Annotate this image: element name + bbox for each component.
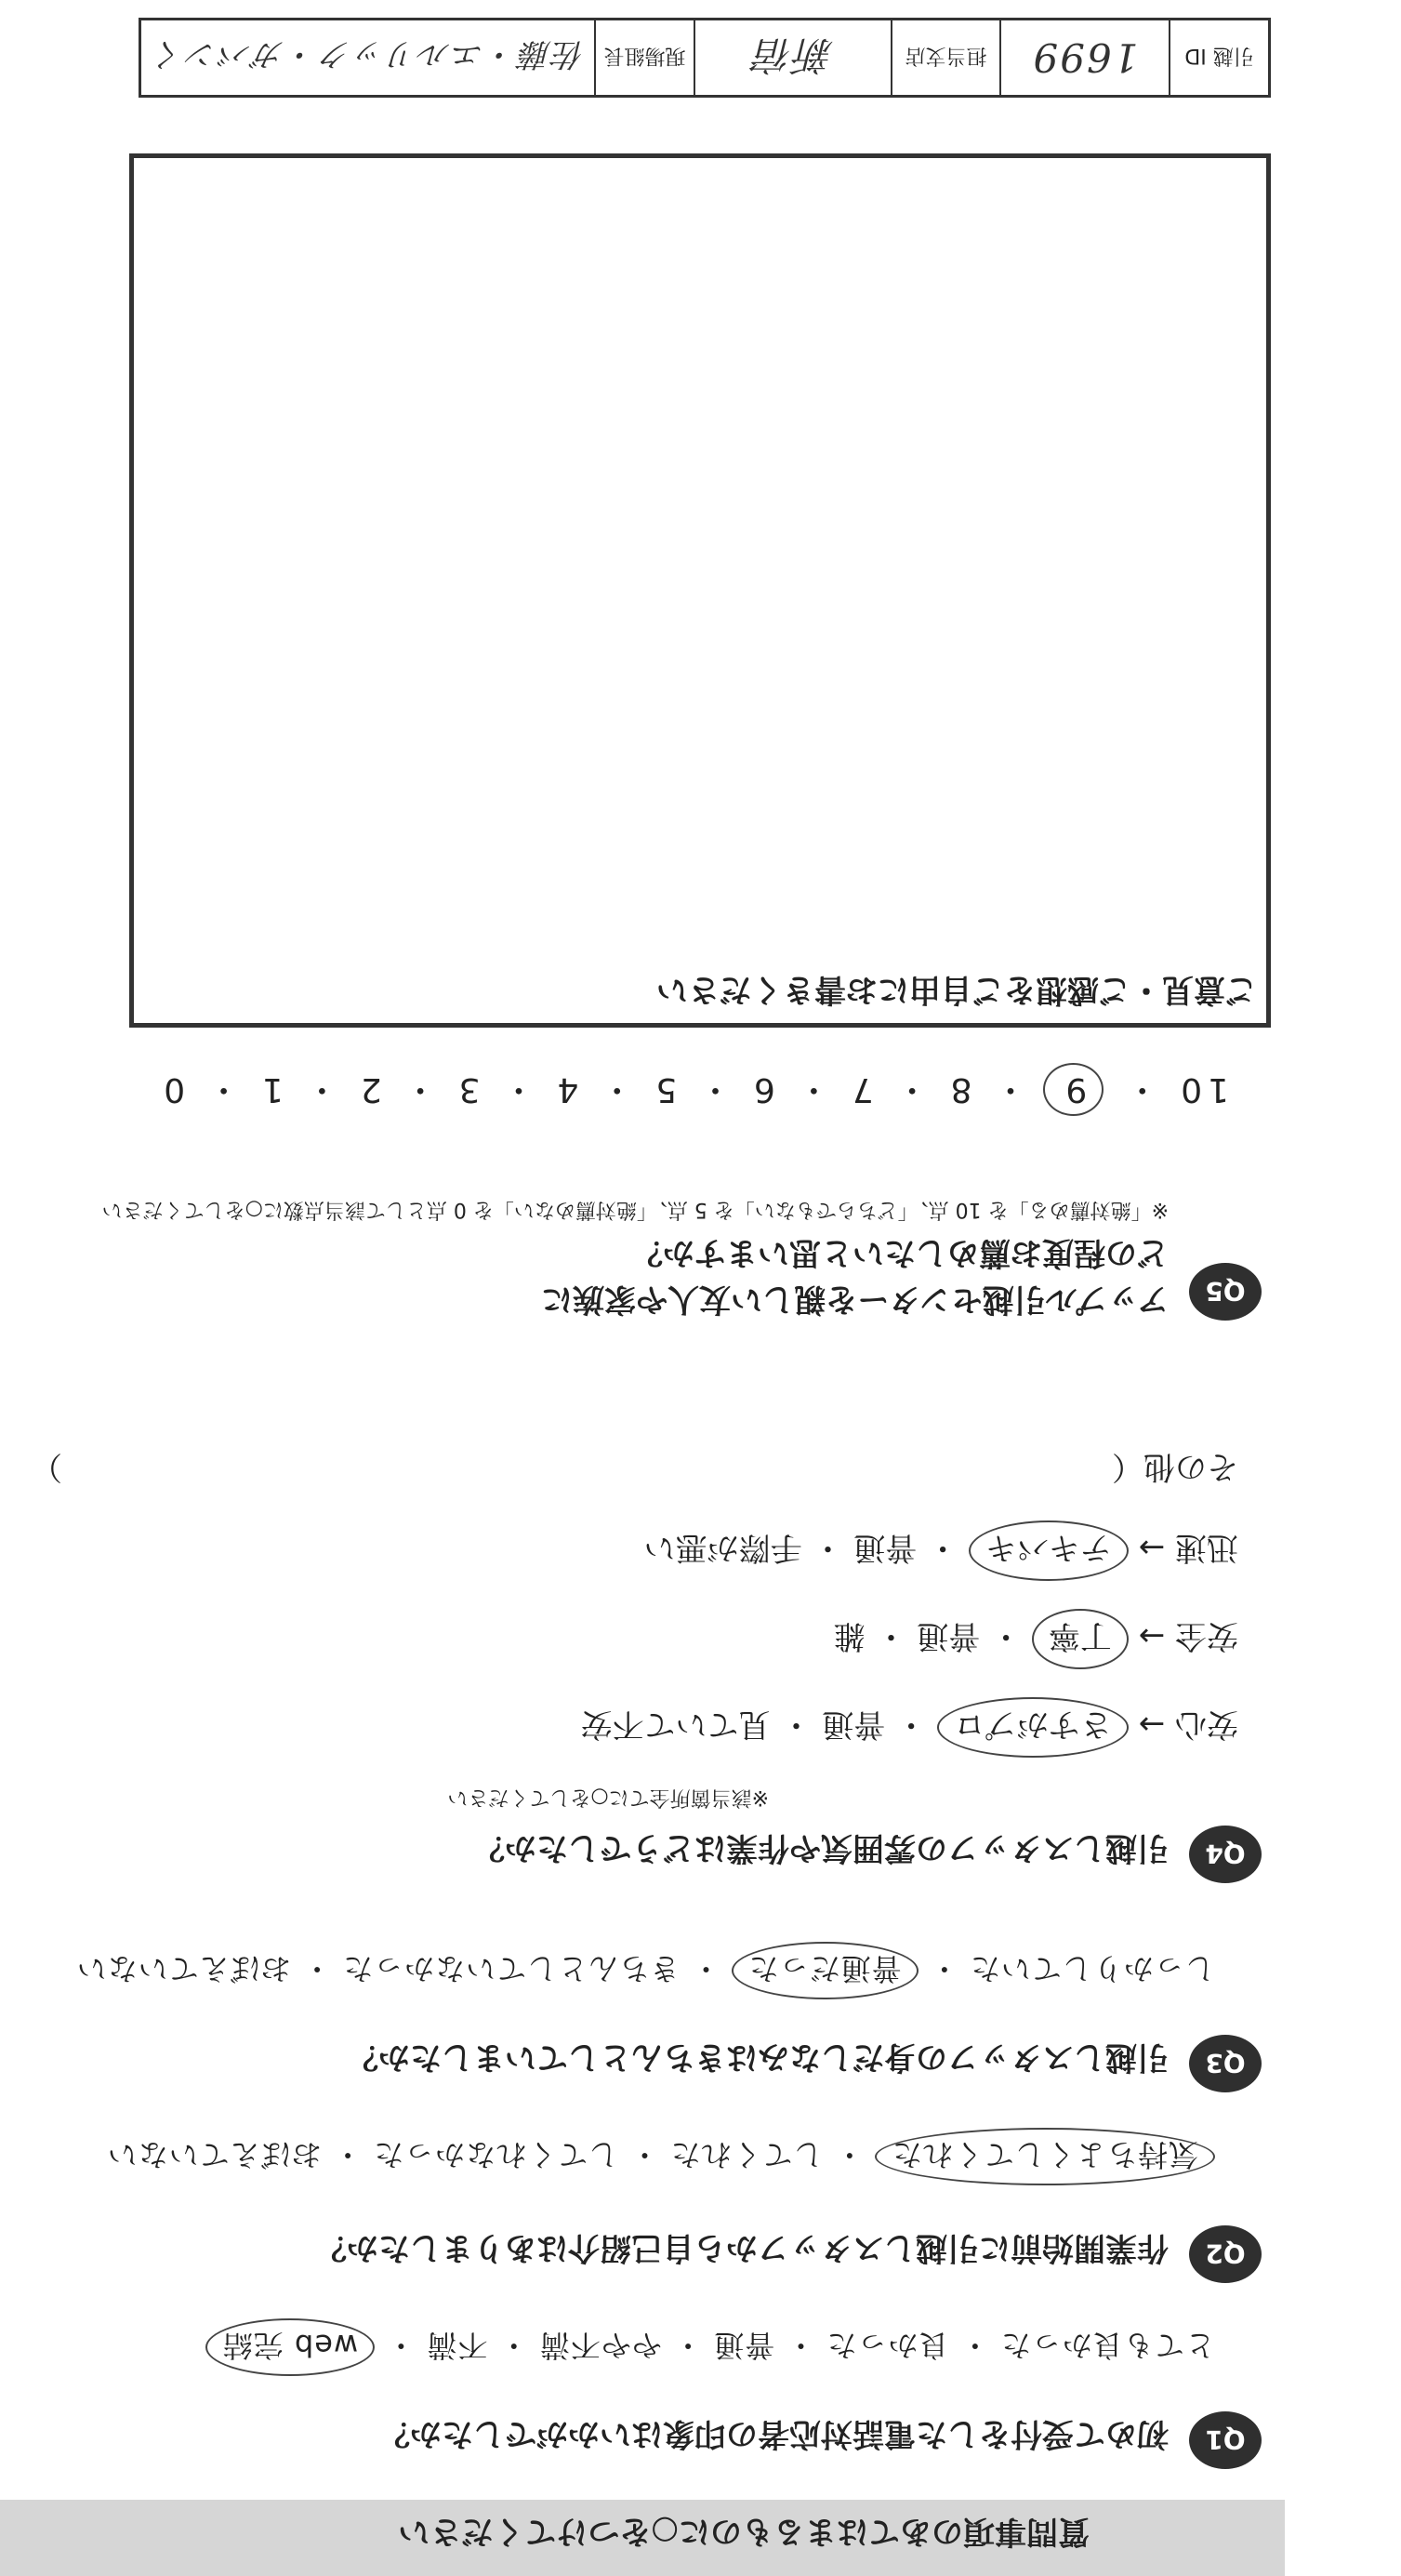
q3-option-selected[interactable]: 普通だった	[732, 1942, 919, 1999]
q5-score[interactable]: 7	[846, 1070, 874, 1109]
q1-options: とても良かった ・ 良かった ・ 普通 ・ やや不満 ・ 不満 ・ web 完結	[205, 2318, 1215, 2376]
q5-score[interactable]: 0	[158, 1070, 186, 1109]
q5-text-2: どの程度お薦めしたいと思いますか？	[631, 1234, 1169, 1271]
q5-score[interactable]: 2	[354, 1070, 382, 1109]
q1-option[interactable]: 普通	[713, 2328, 775, 2363]
q2-text: 作業開始前に引越しスタッフから自己紹介はありましたか？	[315, 2229, 1169, 2266]
q4-row-label: 迅速	[1175, 1529, 1238, 1566]
comment-box[interactable]	[129, 153, 1271, 1028]
q2-options: 気持ちよくしてくれた ・ してくれた ・ してくれなかった ・ おぼえていない	[107, 2128, 1215, 2185]
q4-option[interactable]: 普通	[917, 1617, 981, 1654]
q4-row-label: 安心	[1175, 1706, 1238, 1743]
q5-score[interactable]: 10	[1175, 1070, 1229, 1109]
arrow-icon: →	[1138, 1529, 1166, 1566]
q4-option[interactable]: 普通	[853, 1529, 918, 1566]
q3-options: しっかりしていた ・ 普通だった ・ きちんとしていなかった ・ おぼえていない	[76, 1942, 1215, 1999]
q3-option[interactable]: しっかりしていた	[969, 1951, 1215, 1986]
arrow-icon: →	[1138, 1706, 1166, 1743]
q5-score[interactable]: 4	[551, 1070, 579, 1109]
arrow-icon: →	[1138, 1617, 1166, 1654]
q4-option-selected[interactable]: 丁寧	[1032, 1609, 1129, 1669]
q2-option[interactable]: してくれなかった	[373, 2137, 619, 2172]
id-label: 引越 ID	[1169, 20, 1268, 95]
q1-option[interactable]: 不満	[426, 2328, 488, 2363]
q4-row-anzen: 安全 → 丁寧 ・ 普通 ・ 雑	[834, 1609, 1238, 1669]
q5-score[interactable]: 8	[945, 1070, 972, 1109]
q3-option[interactable]: きちんとしていなかった	[342, 1951, 681, 1986]
comment-title: ご意見・ご感想をご自由にお書きください	[656, 971, 1257, 1008]
q4-option[interactable]: 見ていて不安	[580, 1706, 771, 1743]
q5-score[interactable]: 6	[748, 1070, 775, 1109]
q4-text: 引越しスタッフの雰囲気や作業はどうでしたか？	[473, 1829, 1169, 1866]
instruction-band	[0, 2500, 1285, 2576]
q5-scale: 10 ・ 9 ・ 8 ・ 7 ・ 6 ・ 5 ・ 4 ・ 3 ・ 2 ・ 1 ・ 0	[158, 1063, 1229, 1116]
leader-label: 現場組長	[594, 20, 694, 95]
q5-score[interactable]: 5	[650, 1070, 678, 1109]
leader-value: 佐藤・エルリック・ガバンく	[151, 35, 585, 73]
q1-option[interactable]: 良かった	[826, 2328, 949, 2363]
q4-row-jinsoku: 迅速 → テキパキ ・ 普通 ・ 手際が悪い	[644, 1520, 1238, 1581]
q4-option[interactable]: 手際が悪い	[643, 1529, 802, 1566]
q3-badge: Q3	[1189, 2035, 1262, 2092]
q4-option[interactable]: 雑	[833, 1617, 866, 1654]
header-table	[139, 18, 1271, 98]
q4-row-anshin: 安心 → さすがプロ ・ 普通 ・ 見ていて不安	[581, 1697, 1238, 1758]
q1-badge: Q1	[1189, 2411, 1262, 2469]
q5-note: ※「絶対薦める」を 10 点、「どちらでもない」を 5 点、「絶対薦めない」を 0 点として該当点数に○をしてください	[101, 1198, 1169, 1221]
q2-option-selected[interactable]: 気持ちよくしてくれた	[875, 2128, 1215, 2185]
q5-score-selected[interactable]: 9	[1043, 1063, 1104, 1116]
q1-option[interactable]: やや不満	[538, 2328, 662, 2363]
q4-note: ※該当箇所全てに○をしてください	[447, 1786, 769, 1809]
q4-other-close: ）	[31, 1448, 62, 1485]
q4-other	[1112, 1447, 1238, 1493]
q4-option-selected[interactable]: さすがプロ	[937, 1697, 1129, 1758]
q2-option[interactable]: してくれた	[669, 2137, 824, 2172]
q2-badge: Q2	[1189, 2225, 1262, 2283]
q3-text: 引越しスタッフの身だしなみはきちんとしていましたか？	[347, 2038, 1169, 2076]
q3-option[interactable]: おぼえていない	[75, 1951, 291, 1986]
q4-option[interactable]: 普通	[822, 1706, 886, 1743]
branch-label: 担当支店	[891, 20, 999, 95]
q5-badge: Q5	[1189, 1263, 1262, 1321]
q1-text: 初めて受付をした電話対応者の印象はいかがでしたか？	[378, 2415, 1169, 2452]
q1-option[interactable]: とても良かった	[999, 2328, 1215, 2363]
q4-badge: Q4	[1189, 1826, 1262, 1883]
branch-value: 新宿	[694, 20, 891, 95]
q4-option-selected[interactable]: テキパキ	[969, 1520, 1129, 1581]
q5-score[interactable]: 3	[453, 1070, 481, 1109]
id-value: 1699	[999, 20, 1169, 95]
q5-score[interactable]: 1	[257, 1070, 284, 1109]
q4-row-label: 安全	[1175, 1617, 1238, 1654]
instruction-text: 質問事項のあてはまるものに○をつけてください	[398, 2513, 1090, 2550]
q4-other-label: その他（	[1112, 1448, 1238, 1485]
q1-option-selected[interactable]: web 完結	[205, 2318, 375, 2376]
q2-option[interactable]: おぼえていない	[106, 2137, 322, 2172]
q5-text: アップル引越センターを親しい友人や家族に	[541, 1281, 1169, 1318]
